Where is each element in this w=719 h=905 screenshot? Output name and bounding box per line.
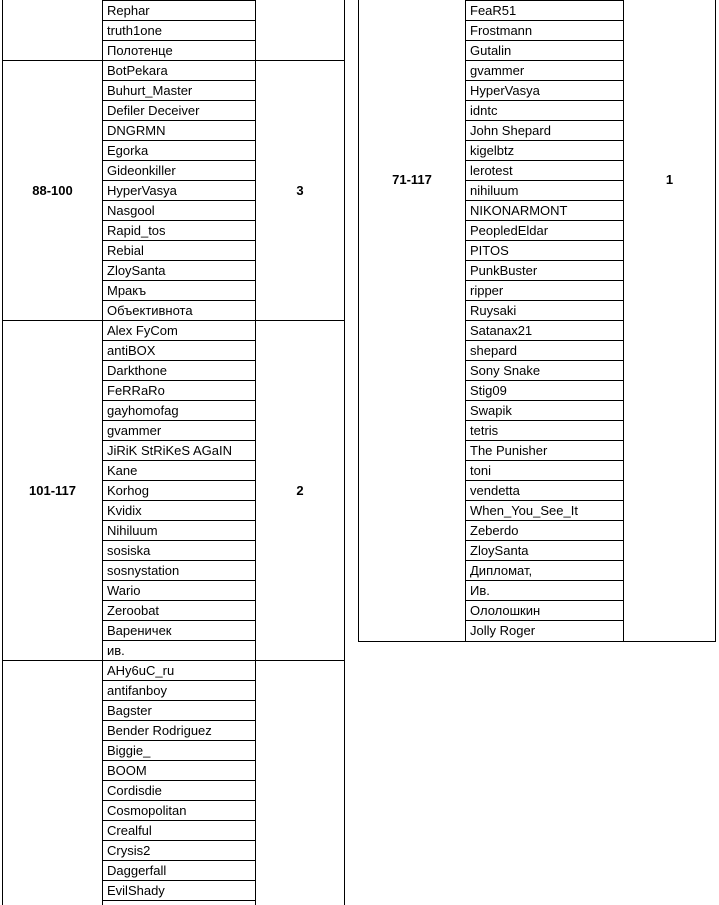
count-cell [256,61,344,320]
name-cell: Crysis2 [103,841,255,861]
name-cell: Crealful [103,821,255,841]
name-cell: Cordisdie [103,781,255,801]
name-cell: DNGRMN [103,121,255,141]
ranking-table-right [358,0,716,642]
name-cell: vendetta [466,481,623,501]
count-value: 1 [665,172,674,187]
count-cell [256,321,344,660]
name-cell: nihiluum [466,181,623,201]
name-cell: Мракъ [103,281,255,301]
names-cell [103,61,256,320]
name-cell: Cosmopolitan [103,801,255,821]
name-cell: shepard [466,341,623,361]
name-cell: PunkBuster [466,261,623,281]
name-cell: Biggie_ [103,741,255,761]
name-cell: lerotest [466,161,623,181]
name-cell: Kvidix [103,501,255,521]
name-cell: John Shepard [466,121,623,141]
table-group-101-117 [3,321,344,661]
name-cell: BOOM [103,761,255,781]
name-cell: Swapik [466,401,623,421]
range-cell [3,321,103,660]
name-cell: Kane [103,461,255,481]
name-cell: Wario [103,581,255,601]
range-cell [3,0,103,60]
name-cell: When_You_See_It [466,501,623,521]
names-cell [466,0,624,641]
name-cell: Daggerfall [103,861,255,881]
table-group-bottom-partial [3,661,344,905]
name-cell: Satanax21 [466,321,623,341]
range-cell [3,661,103,905]
name-cell: gayhomofag [103,401,255,421]
name-cell: Дипломат, [466,561,623,581]
name-cell: Bagster [103,701,255,721]
name-cell: Ив. [466,581,623,601]
name-cell: PeopledEldar [466,221,623,241]
name-cell: Zeberdo [466,521,623,541]
count-cell [624,0,715,641]
table-group-71-117 [359,0,715,642]
name-cell: FeaR51 [466,1,623,21]
name-cell: HyperVasya [466,81,623,101]
name-cell: Bender Rodriguez [103,721,255,741]
name-cell: EvilShady [103,881,255,901]
ranking-table-left [2,0,345,905]
name-cell: Frostmann [466,21,623,41]
name-cell: Defiler Deceiver [103,101,255,121]
name-cell: Полотенце [107,43,173,58]
name-cell: toni [466,461,623,481]
names-cell [103,321,256,660]
name-cell: Rephar [103,1,255,21]
count-value: 3 [296,183,304,198]
range-label: 88-100 [32,183,73,198]
name-cell: Вареничек [103,621,255,641]
name-cell: Объективнота [107,303,193,318]
name-cell: idntc [466,101,623,121]
name-cell: truth1one [103,21,255,41]
range-label: 101-117 [29,483,76,498]
name-cell: The Punisher [466,441,623,461]
name-cell: tetris [466,421,623,441]
name-cell: NIKONARMONT [466,201,623,221]
name-cell: ZloySanta [103,261,255,281]
count-value: 2 [296,483,304,498]
name-cell: ив. [107,643,125,658]
range-label: 71-117 [392,172,432,187]
name-cell: Gutalin [466,41,623,61]
name-cell: Ололошкин [466,601,623,621]
name-cell: Sony Snake [466,361,623,381]
count-cell [256,0,344,60]
name-cell: Jolly Roger [470,623,536,638]
name-cell: antiBOX [103,341,255,361]
name-cell: Stig09 [466,381,623,401]
name-cell: JiRiK StRiKeS AGaIN [103,441,255,461]
name-cell: Rapid_tos [103,221,255,241]
name-cell: Rebial [103,241,255,261]
name-cell: sosiska [103,541,255,561]
name-cell: HyperVasya [103,181,255,201]
count-cell [256,661,344,905]
name-cell: Nasgool [103,201,255,221]
names-cell [103,0,256,60]
name-cell: AHy6uC_ru [103,661,255,681]
names-cell [103,661,256,905]
name-cell: Darkthone [103,361,255,381]
name-cell: gvammer [103,421,255,441]
name-cell: FeRRaRo [103,381,255,401]
name-cell: Buhurt_Master [103,81,255,101]
name-cell: Egorka [103,141,255,161]
name-cell: PITOS [466,241,623,261]
name-cell: kigelbtz [466,141,623,161]
name-cell: ripper [466,281,623,301]
name-cell: ZloySanta [466,541,623,561]
name-cell: gvammer [466,61,623,81]
name-cell: Zeroobat [103,601,255,621]
name-cell: Alex FyCom [103,321,255,341]
range-cell [3,61,103,320]
name-cell: Korhog [103,481,255,501]
name-cell: BotPekara [103,61,255,81]
name-cell: sosnystation [103,561,255,581]
name-cell: Gideonkiller [103,161,255,181]
name-cell: antifanboy [103,681,255,701]
range-cell [359,0,466,641]
name-cell: Ruysaki [466,301,623,321]
table-group-88-100 [3,61,344,321]
name-cell: Nihiluum [103,521,255,541]
table-group-top-partial [3,0,344,61]
